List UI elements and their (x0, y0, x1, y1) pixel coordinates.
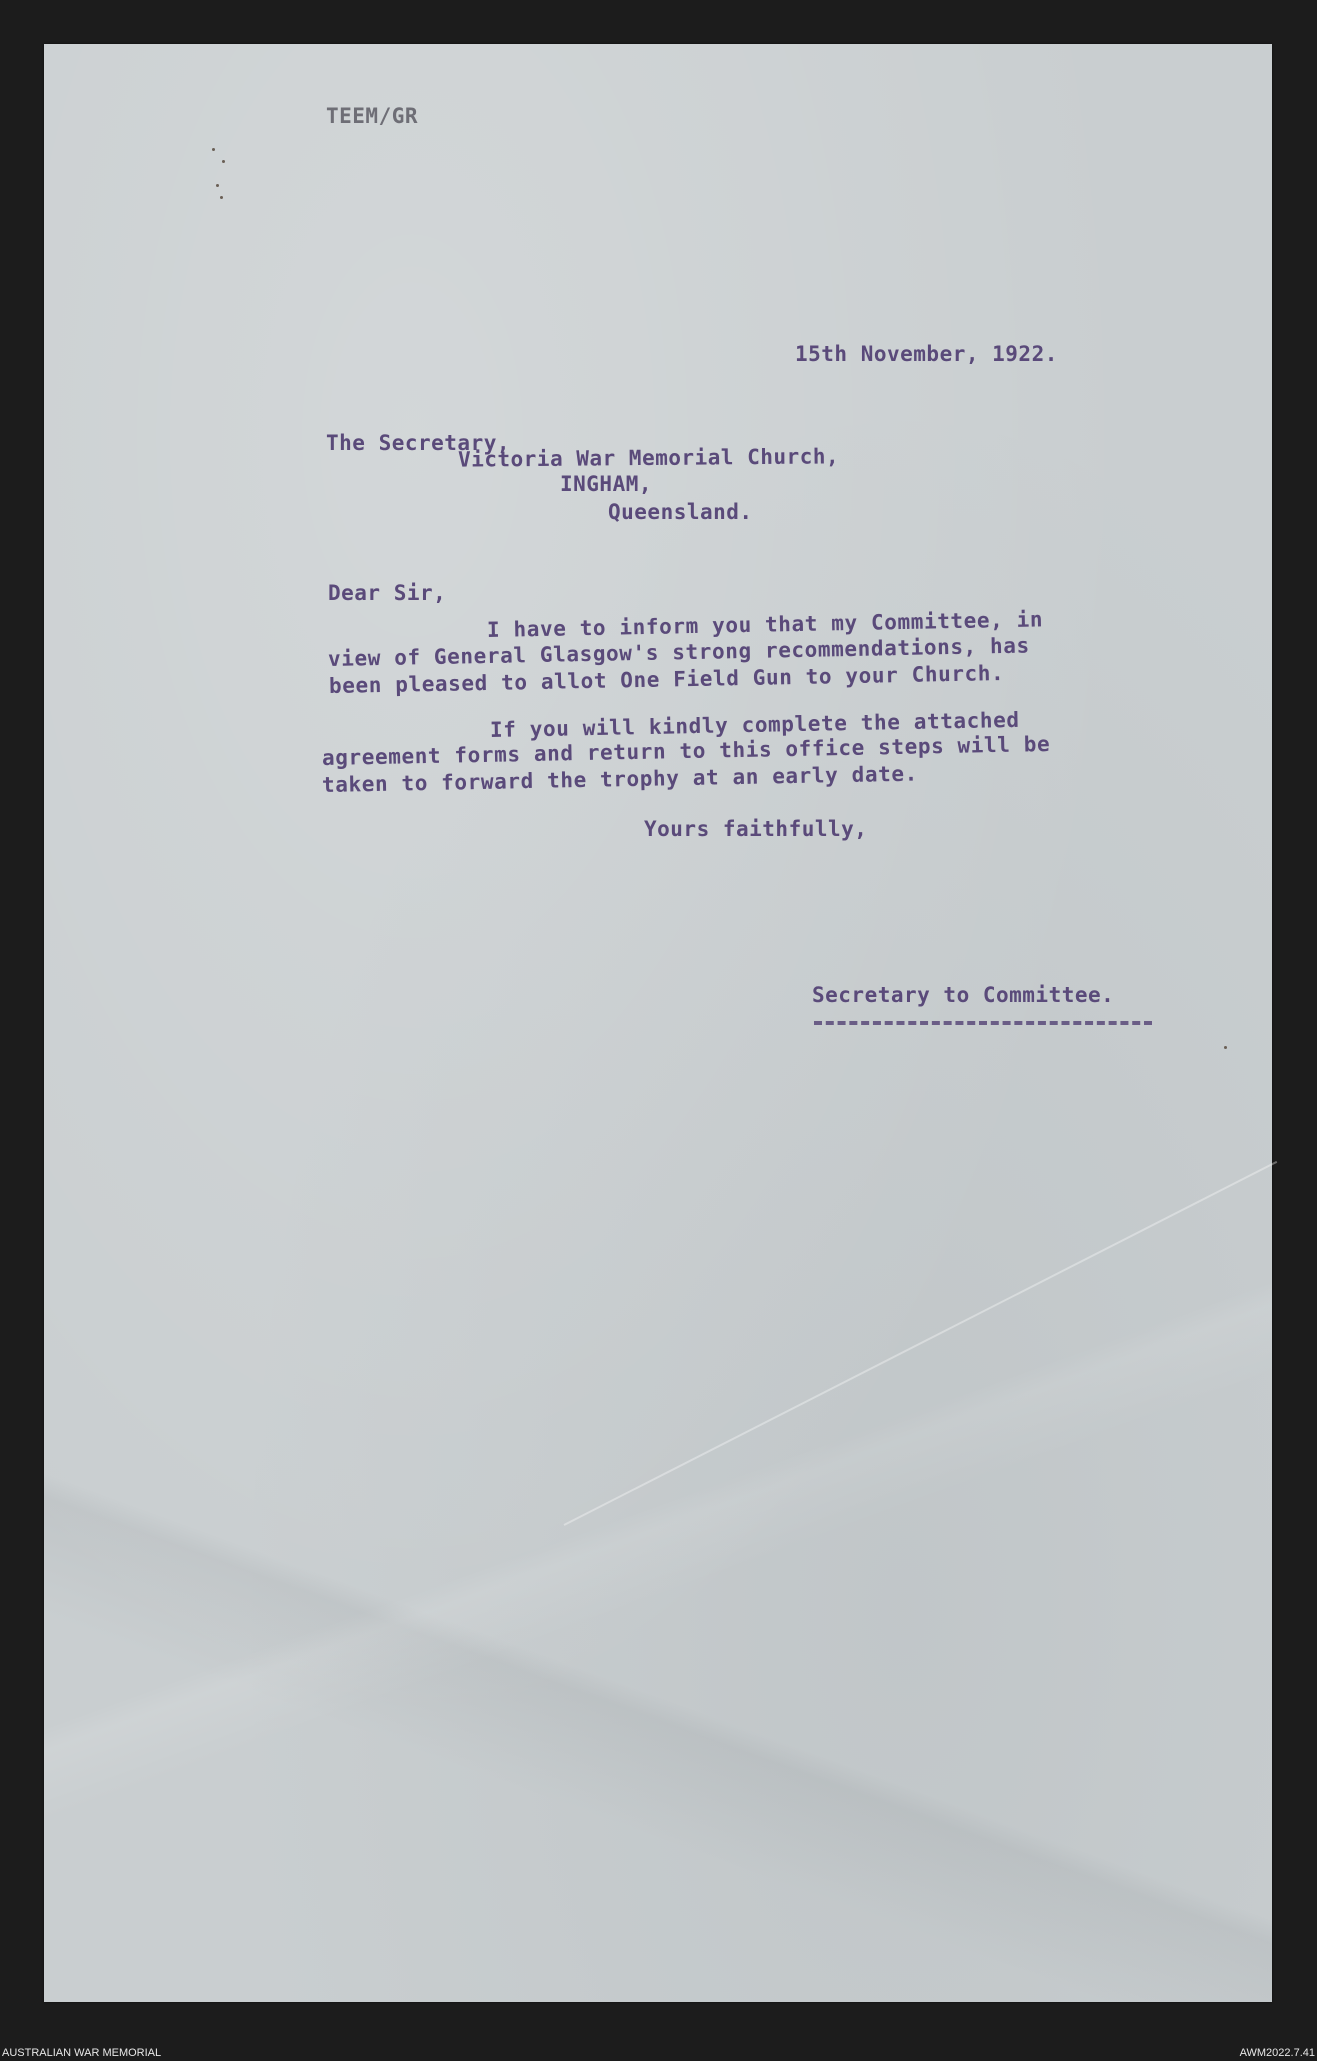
paragraph-2-line: If you will kindly complete the attached (489, 707, 1020, 742)
reference-code: TEEM/GR (326, 104, 419, 128)
salutation: Dear Sir, (328, 581, 447, 605)
closing: Yours faithfully, (644, 817, 868, 841)
paragraph-2-line: agreement forms and return to this office steps will be (321, 732, 1051, 770)
address-recipient: The Secretary, (326, 431, 511, 455)
address-town: INGHAM, (560, 472, 653, 496)
punch-mark (220, 196, 223, 199)
punch-mark (1224, 1046, 1227, 1049)
address-state: Queensland. (608, 500, 753, 524)
paragraph-1-line: I have to inform you that my Committee, in (486, 607, 1044, 642)
letter-date: 15th November, 1922. (795, 342, 1058, 366)
punch-mark (216, 184, 219, 187)
punch-mark (222, 160, 225, 163)
signature-title: Secretary to Committee. (812, 983, 1115, 1007)
paragraph-2-line: taken to forward the trophy at an early date. (321, 761, 919, 797)
paragraph-1-line: view of General Glasgow's strong recommendations, has (327, 633, 1030, 671)
signature-line (814, 1021, 1152, 1025)
footer-institution: AUSTRALIAN WAR MEMORIAL (2, 2047, 162, 2059)
paragraph-1-line: been pleased to allot One Field Gun to your Church. (328, 661, 1005, 698)
footer-accession-number: AWM2022.7.41 (1239, 2047, 1315, 2059)
address-organisation: Victoria War Memorial Church, (457, 444, 840, 472)
paper-crease (564, 1161, 1278, 1526)
punch-mark (212, 148, 215, 151)
